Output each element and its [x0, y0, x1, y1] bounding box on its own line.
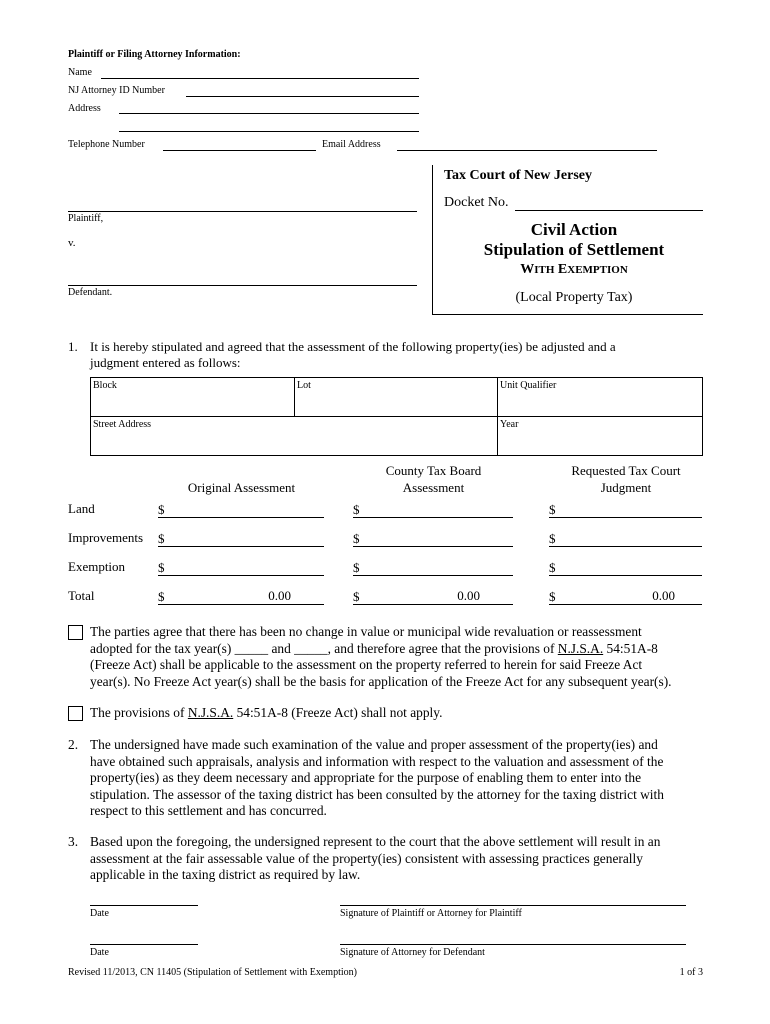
address-label: Address [68, 103, 101, 114]
caption-bottom-rule [432, 314, 703, 315]
land-requested-field[interactable] [549, 503, 702, 518]
currency-sign: $ [353, 589, 360, 604]
col-county-line1: County Tax Board [385, 463, 482, 478]
improvements-requested-field[interactable] [549, 532, 702, 547]
lot-field[interactable] [295, 392, 496, 416]
year-label: Year [500, 419, 519, 430]
improvements-original-field[interactable] [158, 532, 324, 547]
block-field[interactable] [91, 392, 293, 416]
row-label-exemption: Exemption [68, 559, 126, 574]
total-original-field[interactable]: 0.00 [158, 590, 324, 605]
title-with-exemption: WITH EXEMPTION [520, 262, 628, 277]
col-original-assessment: Original Assessment [187, 480, 296, 495]
freeze-not-apply-checkbox[interactable] [68, 706, 83, 721]
plaintiff-label: Plaintiff, [68, 213, 104, 224]
freeze-applies-text: The parties agree that there has been no change in value or municipal wide revaluation or reassessment adopted for the tax year(s) _____ and _____, and therefore agree that the provisions of N.J.S.A. 54:51A-8 (Freeze Act) shall be applicable to the assessment on the property referred to herein for said Freeze Act year(s). No Freeze Act year(s) shall be the basis for application of the Freeze Act for any subsequent year(s). [90, 624, 672, 689]
subtitle-local-property-tax: (Local Property Tax) [515, 290, 633, 305]
section1-number: 1. [68, 339, 78, 354]
lot-label: Lot [297, 380, 311, 391]
telephone-field[interactable] [163, 136, 316, 151]
currency-sign: $ [158, 531, 165, 546]
exemption-county-field[interactable] [353, 561, 513, 576]
defendant-signature-label: Signature of Attorney for Defendant [340, 947, 485, 958]
exemption-original-field[interactable] [158, 561, 324, 576]
street-address-label: Street Address [93, 419, 152, 430]
footer-revision: Revised 11/2013, CN 11405 (Stipulation of Settlement with Exemption) [68, 967, 357, 978]
block-label: Block [93, 380, 117, 391]
col-requested-line2: Judgment [600, 480, 652, 495]
currency-sign: $ [158, 560, 165, 575]
row-label-improvements: Improvements [68, 530, 144, 545]
attorney-info-heading: Plaintiff or Filing Attorney Information: [68, 49, 241, 60]
telephone-label: Telephone Number [68, 139, 145, 150]
plaintiff-date-field[interactable] [90, 891, 198, 906]
land-county-field[interactable] [353, 503, 513, 518]
name-label: Name [68, 67, 92, 78]
name-field[interactable] [101, 64, 419, 79]
currency-sign: $ [549, 531, 556, 546]
freeze-applies-checkbox[interactable] [68, 625, 83, 640]
defendant-label: Defendant. [68, 287, 113, 298]
unit-qualifier-field[interactable] [498, 392, 702, 416]
property-table-row-divider [90, 416, 703, 417]
currency-sign: $ [549, 502, 556, 517]
section3-text: Based upon the foregoing, the undersigned represent to the court that the above settlement will result in an assessment at the fair assessable value of the property(ies) consistent with assessing practices generally applicable in the taxing district as required by law. [90, 834, 661, 882]
col-requested-line1: Requested Tax Court [571, 463, 681, 478]
row-label-land: Land [68, 501, 95, 516]
exemption-requested-field[interactable] [549, 561, 702, 576]
title-civil-action: Civil Action [530, 220, 618, 239]
row-label-total: Total [68, 588, 95, 603]
email-field[interactable] [397, 136, 657, 151]
currency-sign: $ [549, 560, 556, 575]
section1-text-line2: judgment entered as follows: [90, 355, 241, 370]
defendant-signature-field[interactable] [340, 930, 686, 945]
section3-number: 3. [68, 834, 79, 849]
date-label: Date [90, 947, 109, 958]
attorney-id-label: NJ Attorney ID Number [68, 85, 165, 96]
year-field[interactable] [498, 431, 702, 455]
plaintiff-signature-label: Signature of Plaintiff or Attorney for Plaintiff [340, 908, 522, 919]
caption-divider [432, 165, 433, 315]
footer-page-number: 1 of 3 [679, 967, 703, 978]
plaintiff-signature-field[interactable] [340, 891, 686, 906]
date-label: Date [90, 908, 109, 919]
docket-number-field[interactable] [515, 196, 703, 211]
section2-text: The undersigned have made such examination of the value and proper assessment of the property(ies) and have obtained such appraisals, analysis and information with respect to the valuation and assessment of the property(ies) as they deem necessary and appropriate for the purpose of enabling them to enter into the stipulation. The assessor of the taxing district has been consulted by the attorney for the taxing district with respect to this settlement and has concurred. [90, 737, 664, 818]
email-label: Email Address [322, 139, 381, 150]
currency-sign: $ [549, 589, 556, 604]
address-field-line2[interactable] [119, 117, 419, 132]
freeze-not-apply-text: The provisions of N.J.S.A. 54:51A-8 (Freeze Act) shall not apply. [90, 705, 443, 720]
currency-sign: $ [158, 502, 165, 517]
street-address-field[interactable] [91, 431, 496, 455]
versus-label: v. [68, 237, 76, 249]
currency-sign: $ [353, 531, 360, 546]
plaintiff-name-field[interactable] [68, 197, 417, 212]
unit-qualifier-label: Unit Qualifier [500, 380, 557, 391]
total-requested-field[interactable]: 0.00 [549, 590, 702, 605]
section1-text-line1: It is hereby stipulated and agreed that the assessment of the following property(ies) be adjusted and a [90, 339, 616, 354]
defendant-date-field[interactable] [90, 930, 198, 945]
currency-sign: $ [353, 560, 360, 575]
title-stipulation: Stipulation of Settlement [483, 240, 665, 259]
currency-sign: $ [158, 589, 165, 604]
address-field-line1[interactable] [119, 99, 419, 114]
col-county-line2: Assessment [402, 480, 465, 495]
section2-number: 2. [68, 737, 79, 752]
defendant-name-field[interactable] [68, 271, 417, 286]
attorney-id-field[interactable] [186, 82, 419, 97]
land-original-field[interactable] [158, 503, 324, 518]
total-county-field[interactable]: 0.00 [353, 590, 513, 605]
docket-label: Docket No. [444, 195, 509, 210]
court-name: Tax Court of New Jersey [444, 168, 593, 183]
currency-sign: $ [353, 502, 360, 517]
improvements-county-field[interactable] [353, 532, 513, 547]
